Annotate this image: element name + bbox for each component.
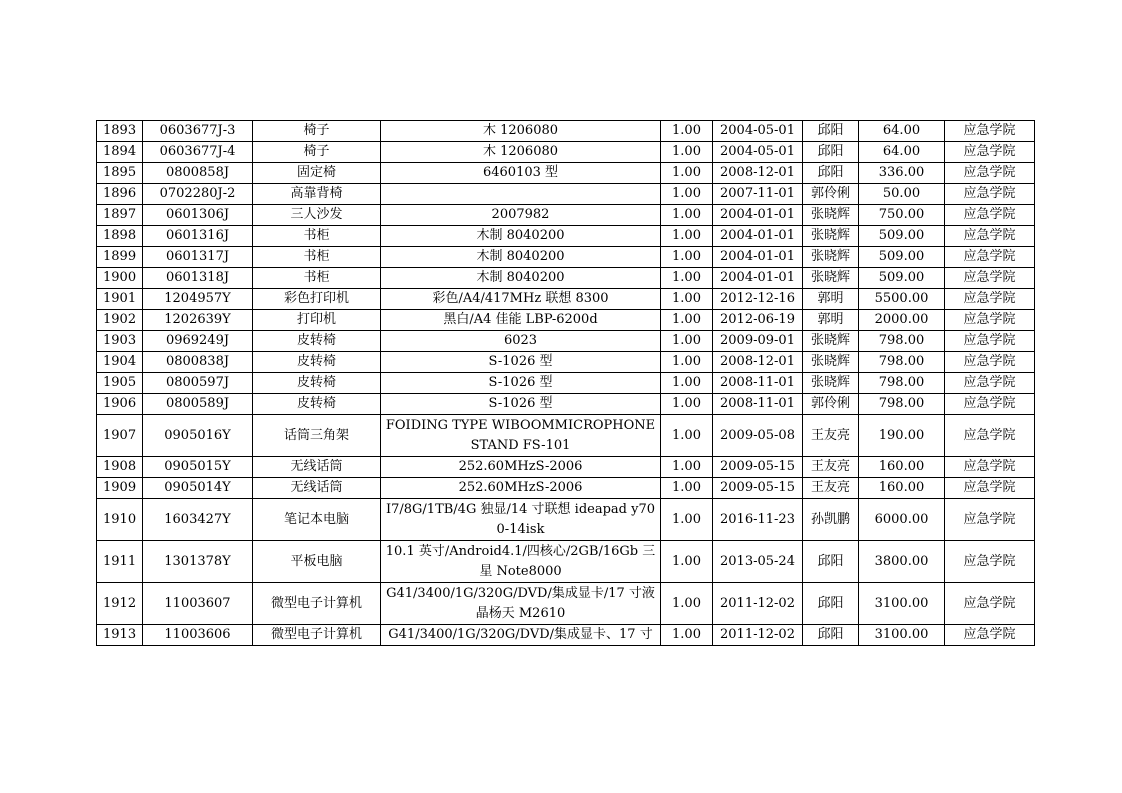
asset-code-cell: 0603677J-3 [143,121,253,142]
table-row [97,457,1035,478]
department-cell: 应急学院 [945,184,1035,205]
custodian-cell: 邱阳 [803,583,859,625]
serial-number-cell: 1900 [97,268,143,289]
asset-code-cell: 0601316J [143,226,253,247]
price-cell: 798.00 [859,352,945,373]
department-cell: 应急学院 [945,625,1035,646]
custodian-cell: 张晓辉 [803,247,859,268]
quantity-cell: 1.00 [661,184,713,205]
price-cell: 5500.00 [859,289,945,310]
asset-code-cell: 0905014Y [143,478,253,499]
department-cell: 应急学院 [945,121,1035,142]
serial-number-cell: 1898 [97,226,143,247]
asset-code-cell: 0969249J [143,331,253,352]
department-cell: 应急学院 [945,163,1035,184]
model-spec-cell: I7/8G/1TB/4G 独显/14 寸联想 ideapad y700-14isk [381,499,661,541]
quantity-cell: 1.00 [661,457,713,478]
asset-name-cell: 椅子 [253,121,381,142]
table-row [97,415,1035,457]
custodian-cell: 郭明 [803,310,859,331]
purchase-date-cell: 2011-12-02 [713,625,803,646]
asset-code-cell: 11003606 [143,625,253,646]
price-cell: 798.00 [859,373,945,394]
price-cell: 798.00 [859,331,945,352]
serial-number-cell: 1901 [97,289,143,310]
department-cell: 应急学院 [945,583,1035,625]
asset-code-cell: 0702280J-2 [143,184,253,205]
department-cell: 应急学院 [945,226,1035,247]
model-spec-cell [381,184,661,205]
asset-name-cell: 微型电子计算机 [253,583,381,625]
serial-number-cell: 1907 [97,415,143,457]
asset-code-cell: 0800597J [143,373,253,394]
asset-code-cell: 1301378Y [143,541,253,583]
quantity-cell: 1.00 [661,310,713,331]
model-spec-cell: S-1026 型 [381,352,661,373]
serial-number-cell: 1913 [97,625,143,646]
custodian-cell: 郭伶俐 [803,394,859,415]
serial-number-cell: 1897 [97,205,143,226]
department-cell: 应急学院 [945,289,1035,310]
asset-name-cell: 书柜 [253,226,381,247]
custodian-cell: 郭明 [803,289,859,310]
serial-number-cell: 1911 [97,541,143,583]
quantity-cell: 1.00 [661,268,713,289]
table-row [97,352,1035,373]
purchase-date-cell: 2008-11-01 [713,394,803,415]
serial-number-cell: 1902 [97,310,143,331]
purchase-date-cell: 2007-11-01 [713,184,803,205]
table-row [97,268,1035,289]
price-cell: 64.00 [859,121,945,142]
asset-code-cell: 0601318J [143,268,253,289]
department-cell: 应急学院 [945,352,1035,373]
custodian-cell: 张晓辉 [803,205,859,226]
asset-code-cell: 1204957Y [143,289,253,310]
table-row [97,541,1035,583]
price-cell: 50.00 [859,184,945,205]
department-cell: 应急学院 [945,373,1035,394]
model-spec-cell: G41/3400/1G/320G/DVD/集成显卡、17 寸 [381,625,661,646]
serial-number-cell: 1896 [97,184,143,205]
asset-code-cell: 1603427Y [143,499,253,541]
asset-name-cell: 皮转椅 [253,373,381,394]
price-cell: 6000.00 [859,499,945,541]
serial-number-cell: 1904 [97,352,143,373]
department-cell: 应急学院 [945,415,1035,457]
custodian-cell: 王友亮 [803,457,859,478]
serial-number-cell: 1908 [97,457,143,478]
asset-name-cell: 话筒三角架 [253,415,381,457]
purchase-date-cell: 2009-05-15 [713,478,803,499]
purchase-date-cell: 2004-05-01 [713,121,803,142]
model-spec-cell: 木制 8040200 [381,268,661,289]
asset-name-cell: 书柜 [253,247,381,268]
asset-name-cell: 平板电脑 [253,541,381,583]
price-cell: 509.00 [859,268,945,289]
model-spec-cell: 10.1 英寸/Android4.1/四核心/2GB/16Gb 三星 Note8000 [381,541,661,583]
serial-number-cell: 1893 [97,121,143,142]
purchase-date-cell: 2004-05-01 [713,142,803,163]
model-spec-cell: 木制 8040200 [381,226,661,247]
custodian-cell: 王友亮 [803,415,859,457]
quantity-cell: 1.00 [661,121,713,142]
department-cell: 应急学院 [945,541,1035,583]
custodian-cell: 孙凯鹏 [803,499,859,541]
quantity-cell: 1.00 [661,352,713,373]
asset-code-cell: 0800838J [143,352,253,373]
serial-number-cell: 1894 [97,142,143,163]
custodian-cell: 张晓辉 [803,331,859,352]
quantity-cell: 1.00 [661,478,713,499]
department-cell: 应急学院 [945,310,1035,331]
table-row [97,331,1035,352]
custodian-cell: 张晓辉 [803,373,859,394]
table-row [97,205,1035,226]
model-spec-cell: 木制 8040200 [381,247,661,268]
purchase-date-cell: 2012-12-16 [713,289,803,310]
asset-code-cell: 0603677J-4 [143,142,253,163]
asset-name-cell: 无线话筒 [253,457,381,478]
table-row [97,583,1035,625]
asset-name-cell: 椅子 [253,142,381,163]
custodian-cell: 邱阳 [803,625,859,646]
asset-name-cell: 皮转椅 [253,352,381,373]
model-spec-cell: S-1026 型 [381,394,661,415]
serial-number-cell: 1906 [97,394,143,415]
asset-code-cell: 0800858J [143,163,253,184]
purchase-date-cell: 2016-11-23 [713,499,803,541]
quantity-cell: 1.00 [661,163,713,184]
department-cell: 应急学院 [945,394,1035,415]
purchase-date-cell: 2008-12-01 [713,163,803,184]
purchase-date-cell: 2012-06-19 [713,310,803,331]
purchase-date-cell: 2009-05-15 [713,457,803,478]
quantity-cell: 1.00 [661,247,713,268]
quantity-cell: 1.00 [661,205,713,226]
table-row [97,121,1035,142]
model-spec-cell: 6460103 型 [381,163,661,184]
asset-code-cell: 0601306J [143,205,253,226]
purchase-date-cell: 2004-01-01 [713,268,803,289]
asset-name-cell: 皮转椅 [253,331,381,352]
asset-code-cell: 0800589J [143,394,253,415]
department-cell: 应急学院 [945,247,1035,268]
department-cell: 应急学院 [945,331,1035,352]
asset-table [96,120,1035,646]
price-cell: 160.00 [859,457,945,478]
quantity-cell: 1.00 [661,289,713,310]
department-cell: 应急学院 [945,478,1035,499]
asset-code-cell: 0905016Y [143,415,253,457]
price-cell: 2000.00 [859,310,945,331]
table-row [97,394,1035,415]
price-cell: 3100.00 [859,583,945,625]
price-cell: 160.00 [859,478,945,499]
asset-code-cell: 11003607 [143,583,253,625]
quantity-cell: 1.00 [661,331,713,352]
asset-code-cell: 1202639Y [143,310,253,331]
purchase-date-cell: 2013-05-24 [713,541,803,583]
quantity-cell: 1.00 [661,541,713,583]
model-spec-cell: 彩色/A4/417MHz 联想 8300 [381,289,661,310]
serial-number-cell: 1909 [97,478,143,499]
price-cell: 336.00 [859,163,945,184]
quantity-cell: 1.00 [661,226,713,247]
asset-table-body [97,121,1035,646]
price-cell: 509.00 [859,226,945,247]
serial-number-cell: 1912 [97,583,143,625]
quantity-cell: 1.00 [661,583,713,625]
asset-name-cell: 三人沙发 [253,205,381,226]
price-cell: 3100.00 [859,625,945,646]
asset-name-cell: 微型电子计算机 [253,625,381,646]
model-spec-cell: 252.60MHzS-2006 [381,478,661,499]
price-cell: 798.00 [859,394,945,415]
table-row [97,226,1035,247]
custodian-cell: 邱阳 [803,142,859,163]
table-row [97,373,1035,394]
asset-name-cell: 高靠背椅 [253,184,381,205]
serial-number-cell: 1905 [97,373,143,394]
custodian-cell: 郭伶俐 [803,184,859,205]
purchase-date-cell: 2008-12-01 [713,352,803,373]
purchase-date-cell: 2004-01-01 [713,226,803,247]
department-cell: 应急学院 [945,499,1035,541]
quantity-cell: 1.00 [661,499,713,541]
custodian-cell: 张晓辉 [803,226,859,247]
model-spec-cell: 6023 [381,331,661,352]
purchase-date-cell: 2011-12-02 [713,583,803,625]
model-spec-cell: FOIDING TYPE WIBOOMMICROPHONE STAND FS-101 [381,415,661,457]
table-row [97,625,1035,646]
asset-name-cell: 打印机 [253,310,381,331]
custodian-cell: 王友亮 [803,478,859,499]
price-cell: 750.00 [859,205,945,226]
model-spec-cell: 木 1206080 [381,121,661,142]
asset-code-cell: 0601317J [143,247,253,268]
model-spec-cell: S-1026 型 [381,373,661,394]
department-cell: 应急学院 [945,205,1035,226]
model-spec-cell: 2007982 [381,205,661,226]
custodian-cell: 张晓辉 [803,268,859,289]
purchase-date-cell: 2009-09-01 [713,331,803,352]
asset-code-cell: 0905015Y [143,457,253,478]
department-cell: 应急学院 [945,457,1035,478]
purchase-date-cell: 2004-01-01 [713,247,803,268]
table-row [97,163,1035,184]
department-cell: 应急学院 [945,268,1035,289]
table-row [97,247,1035,268]
model-spec-cell: 木 1206080 [381,142,661,163]
table-row [97,499,1035,541]
asset-name-cell: 彩色打印机 [253,289,381,310]
custodian-cell: 张晓辉 [803,352,859,373]
price-cell: 64.00 [859,142,945,163]
asset-name-cell: 固定椅 [253,163,381,184]
price-cell: 3800.00 [859,541,945,583]
custodian-cell: 邱阳 [803,541,859,583]
model-spec-cell: 252.60MHzS-2006 [381,457,661,478]
asset-name-cell: 皮转椅 [253,394,381,415]
quantity-cell: 1.00 [661,142,713,163]
quantity-cell: 1.00 [661,625,713,646]
purchase-date-cell: 2009-05-08 [713,415,803,457]
table-row [97,310,1035,331]
quantity-cell: 1.00 [661,415,713,457]
model-spec-cell: 黑白/A4 佳能 LBP-6200d [381,310,661,331]
quantity-cell: 1.00 [661,394,713,415]
serial-number-cell: 1895 [97,163,143,184]
price-cell: 509.00 [859,247,945,268]
purchase-date-cell: 2004-01-01 [713,205,803,226]
purchase-date-cell: 2008-11-01 [713,373,803,394]
asset-name-cell: 书柜 [253,268,381,289]
asset-name-cell: 笔记本电脑 [253,499,381,541]
serial-number-cell: 1899 [97,247,143,268]
department-cell: 应急学院 [945,142,1035,163]
asset-name-cell: 无线话筒 [253,478,381,499]
custodian-cell: 邱阳 [803,163,859,184]
table-row [97,289,1035,310]
serial-number-cell: 1903 [97,331,143,352]
custodian-cell: 邱阳 [803,121,859,142]
quantity-cell: 1.00 [661,373,713,394]
model-spec-cell: G41/3400/1G/320G/DVD/集成显卡/17 寸液晶杨天 M2610 [381,583,661,625]
price-cell: 190.00 [859,415,945,457]
table-row [97,184,1035,205]
table-row [97,142,1035,163]
table-row [97,478,1035,499]
serial-number-cell: 1910 [97,499,143,541]
